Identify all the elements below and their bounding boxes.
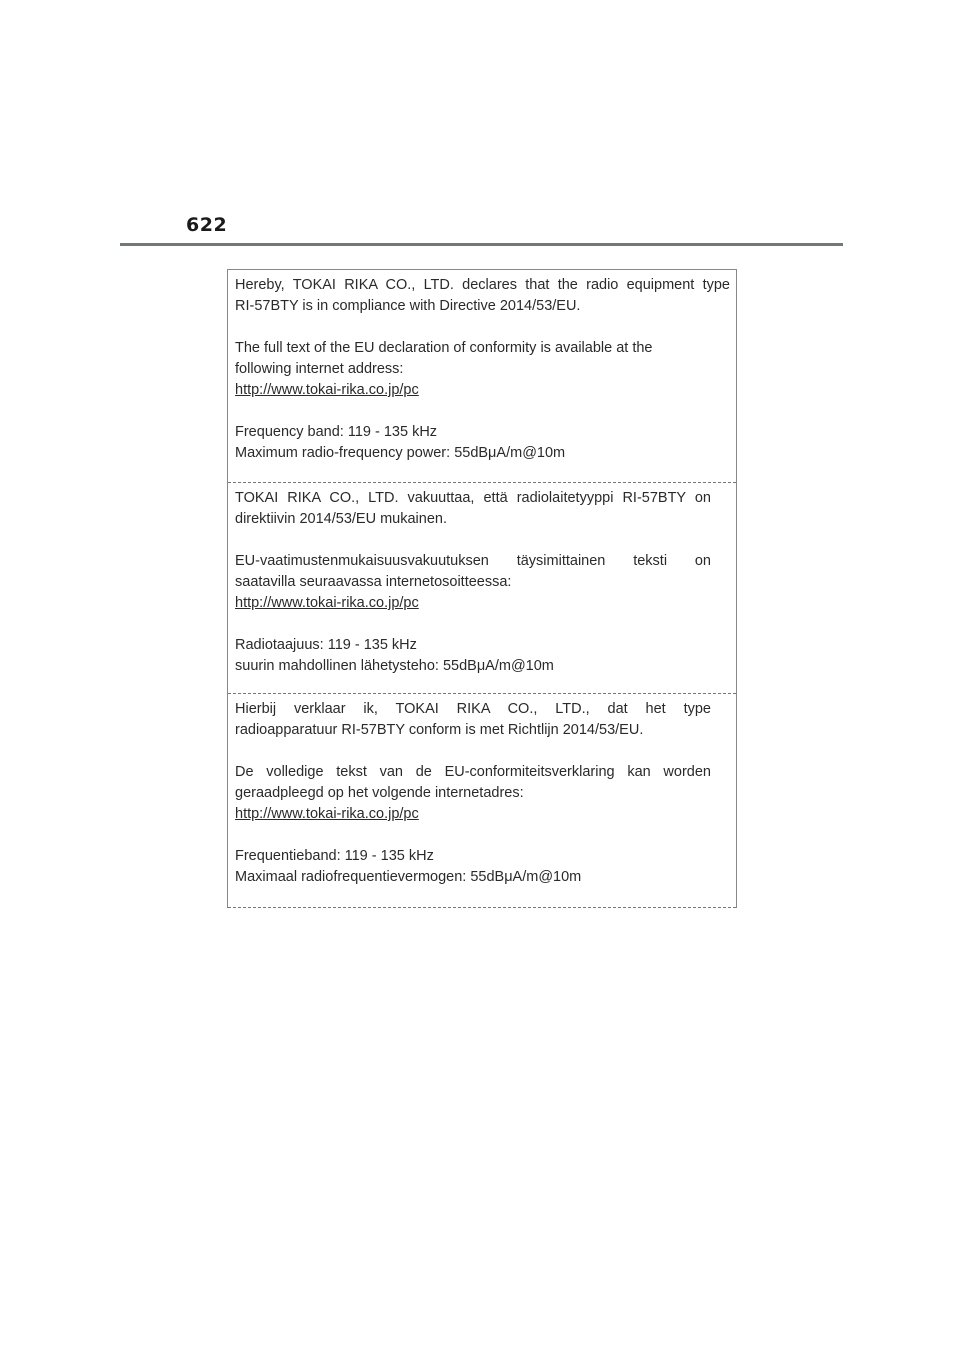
- declaration-line: Hereby, TOKAI RIKA CO., LTD. declares that the radio equipment type: [235, 277, 730, 293]
- page-number: 622: [186, 214, 228, 236]
- max-power: Maximum radio-frequency power: 55dBμA/m@10m: [235, 445, 566, 461]
- declaration-line: radioapparatuur RI-57BTY conform is met Richtlijn 2014/53/EU.: [235, 722, 644, 738]
- declaration-line: direktiivin 2014/53/EU mukainen.: [235, 511, 447, 527]
- declaration-line: EU-vaatimustenmukaisuusvakuutuksen täysimittainen teksti on: [235, 553, 711, 569]
- declaration-dutch: [228, 694, 736, 908]
- max-power: suurin mahdollinen lähetysteho: 55dBμA/m@10m: [235, 658, 554, 674]
- declaration-line: saatavilla seuraavassa internetosoitteessa:: [235, 574, 512, 590]
- frequency-band: Radiotaajuus: 119 - 135 kHz: [235, 637, 417, 653]
- header-rule: [120, 243, 843, 246]
- declaration-line: The full text of the EU declaration of conformity is available at the: [235, 340, 653, 356]
- declaration-english: [228, 270, 736, 483]
- declaration-url-link[interactable]: http://www.tokai-rika.co.jp/pc: [235, 806, 419, 822]
- declaration-url-link[interactable]: http://www.tokai-rika.co.jp/pc: [235, 382, 419, 398]
- frequency-band: Frequentieband: 119 - 135 kHz: [235, 848, 434, 864]
- declaration-line: geraadpleegd op het volgende internetadres:: [235, 785, 524, 801]
- declaration-line: following internet address:: [235, 361, 404, 377]
- declaration-line: RI-57BTY is in compliance with Directive 2014/53/EU.: [235, 298, 581, 314]
- declaration-line: De volledige tekst van de EU-conformiteitsverklaring kan worden: [235, 764, 711, 780]
- declaration-finnish: [228, 483, 736, 694]
- declaration-box: [227, 269, 737, 908]
- declaration-line: Hierbij verklaar ik, TOKAI RIKA CO., LTD., dat het type: [235, 701, 711, 717]
- declaration-line: TOKAI RIKA CO., LTD. vakuuttaa, että radiolaitetyyppi RI-57BTY on: [235, 490, 711, 506]
- max-power: Maximaal radiofrequentievermogen: 55dBμA/m@10m: [235, 869, 582, 885]
- declaration-url-link[interactable]: http://www.tokai-rika.co.jp/pc: [235, 595, 419, 611]
- frequency-band: Frequency band: 119 - 135 kHz: [235, 424, 438, 440]
